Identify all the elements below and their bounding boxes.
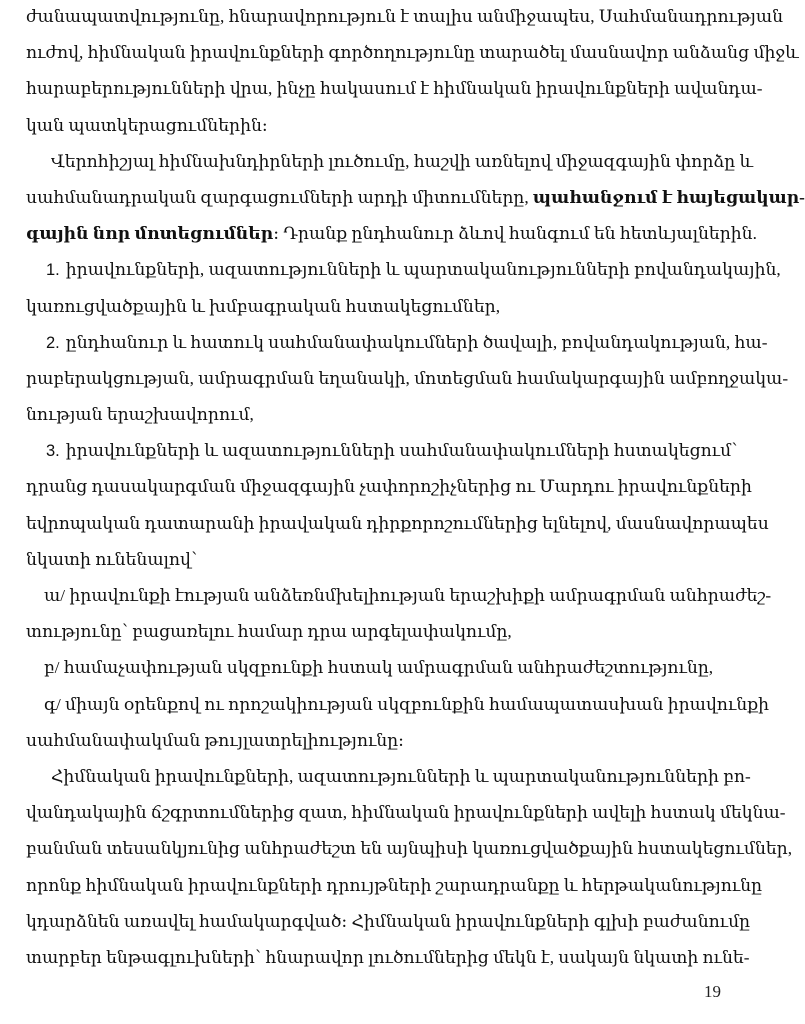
sub-item-b: [26, 650, 722, 686]
text-line: բ/ համաչափության սկզբունքի հստակ ամրագրման անհրաժեշտությունը,: [44, 658, 714, 678]
text-line: [26, 325, 768, 361]
sub-item-g: [26, 687, 770, 759]
text-line: բանման տեսանկյունից անհրաժեշտ են այնպիսի կառուցվածքային հստակեցումներ,: [26, 839, 793, 859]
numbered-item-1: [26, 252, 781, 324]
text-line: [26, 433, 738, 469]
sub-item-a: [26, 578, 772, 650]
text-line: [26, 180, 805, 216]
item-number: 2.: [46, 333, 60, 352]
item-text: իրավունքների, ազատությունների և պարտականությունների բովանդակային,: [65, 260, 781, 280]
numbered-item-2: [26, 325, 789, 434]
text-line: դրանց դասակարգման միջազգային չափորոշիչներից ու Մարդու իրավունքների: [26, 477, 752, 497]
paragraph-continuation: [26, 0, 799, 144]
text-line: Վերոհիշյալ հիմնախնդիրների լուծումը, հաշվի առնելով միջազգային փորձը և: [51, 151, 754, 171]
text-line: եվրոպական դատարանի իրավական դիրքորոշումներից ելնելով, մասնավորապես: [26, 513, 769, 533]
bold-phrase: գային նոր մոտեցումներ: [26, 224, 274, 244]
text-line: րաբերակցության, ամրագրման եղանակի, մոտեցման համակարգային ամբողջակա-: [26, 368, 789, 388]
text-run: սահմանադրական զարգացումների արդի միտումները,: [26, 187, 533, 207]
text-line: կան պատկերացումներին։: [26, 115, 268, 135]
text-line: տությունը՝ բացառելու համար դրա արգելափակումը,: [26, 622, 512, 642]
text-line: ուժով, հիմնական իրավունքների գործողությունը տարածել մասնավոր անձանց միջև: [26, 43, 799, 63]
text-run: ։ Դրանք ընդհանուր ձևով հանգում են հետևյալներին.: [273, 224, 757, 244]
item-number: 1.: [46, 261, 60, 280]
text-line: Հիմնական իրավունքների, ազատությունների և պարտականությունների բո-: [51, 766, 751, 786]
text-line: գ/ միայն օրենքով ու որոշակիության սկզբունքին համապատասխան իրավունքի: [44, 694, 770, 714]
paragraph-structural: [26, 759, 793, 976]
text-line: նության երաշխավորում,: [26, 405, 254, 425]
text-line: [26, 252, 781, 288]
text-line: կառուցվածքային և խմբագրական հստակեցումներ,: [26, 296, 501, 316]
text-line: հարաբերությունների վրա, ինչը հակասում է հիմնական իրավունքների ավանդա-: [26, 79, 763, 99]
text-line: ժանապատվությունը, հնարավորություն է տալիս անմիջապես, Սահմանադրության: [26, 7, 784, 26]
item-text: ընդհանուր և հատուկ սահմանափակումների ծավալի, բովանդակության, հա-: [65, 332, 768, 352]
paragraph-approaches: [26, 144, 805, 253]
item-number: 3.: [46, 442, 60, 461]
text-line: տարբեր ենթագլուխների՝ հնարավոր լուծումներից մեկն է, սակայն նկատի ունե-: [26, 947, 750, 967]
text-line: սահմանափակման թույլատրելիությունը։: [26, 730, 404, 750]
text-line: ա/ իրավունքի էության անձեռնմխելիության երաշխիքի ամրագրման անհրաժեշ-: [44, 586, 772, 605]
text-line: որոնք հիմնական իրավունքների դրույթների շարադրանքը և հերթականությունը: [26, 875, 763, 895]
text-line: կդարձնեն առավել համակարգված։ Հիմնական իրավունքների գլխի բաժանումը: [26, 911, 751, 931]
text-line: նկատի ունենալով՝: [26, 549, 198, 569]
text-line: վանդակային ճշգրտումներից զատ, հիմնական իրավունքների ավելի հստակ մեկնա-: [26, 803, 786, 823]
page-number: 19: [704, 982, 721, 1001]
text-line: [26, 216, 757, 252]
document-page: [26, 0, 805, 976]
item-text: իրավունքների և ազատությունների սահմանափակումների հստակեցում՝: [65, 441, 738, 461]
numbered-item-3: [26, 433, 769, 578]
bold-phrase: պահանջում է հայեցակար-: [532, 187, 805, 207]
